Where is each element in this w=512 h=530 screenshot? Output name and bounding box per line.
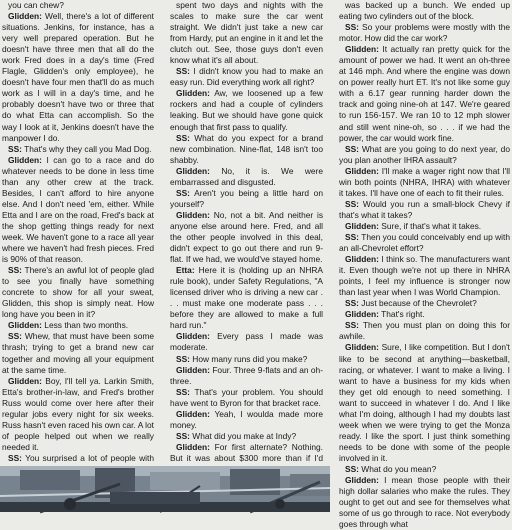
paragraph-text: I'll make a wager right now that I'll win both points (NHRA, IHRA) with whatever it takes. I'll have one of each to fit their rules.	[339, 165, 511, 198]
paragraph	[170, 331, 323, 353]
paragraph	[339, 199, 510, 221]
paragraph	[170, 210, 323, 265]
speaker-label: SS:	[345, 298, 359, 309]
paragraph-text: you can chew?	[8, 0, 64, 10]
paragraph	[170, 133, 323, 166]
paragraph	[170, 0, 323, 66]
paragraph	[339, 221, 510, 232]
paragraph-text: spent two days and nights with the scales to make sure the car went straight. We didn't just take a new car from Hardy, put an engine in it and let the clutch out. See, those guys don't even know what it's all about.	[170, 0, 324, 66]
paragraph-text: Four. Three 9-flats and an oh-three.	[170, 364, 323, 386]
paragraph-text: Then you must plan on doing this for awhile.	[339, 320, 510, 342]
speaker-label: Glidden:	[345, 44, 379, 55]
speaker-label: Glidden:	[345, 165, 379, 176]
speaker-label: Glidden:	[8, 11, 42, 22]
paragraph-text: Then you could conceivably end up with an all-Chevrolet effort?	[339, 231, 510, 254]
speaker-label: Glidden:	[345, 475, 379, 486]
speaker-label: Etta:	[176, 265, 195, 276]
paragraph	[170, 387, 323, 409]
paragraph	[339, 342, 510, 464]
speaker-label: Glidden:	[8, 375, 42, 386]
text-column-1	[2, 0, 154, 466]
paragraph	[339, 309, 510, 320]
text-column-2	[170, 0, 323, 466]
paragraph-text: It actually ran pretty quick for the amount of power we had. It went an oh-three at 146 mph. And where the engine was down on power really hurt ET. It's not like some guy with a 6.17 gear running harder down the track and going nine-oh at 147. We're geared to run 156-157. We ran 10 to 12 mph slower and still went nine-oh, so . . . if we had the power, the car would work fine.	[339, 44, 511, 143]
paragraph-text: What do you expect for a brand new combination. Nine-flat, 148 isn't too shabby.	[170, 132, 324, 165]
paragraph-text: I can go to a race and do whatever needs to be done in less time than any other crew at the track. Besides, I can't afford to hire anyone else. And I don't need 'em, either. While Etta and I are on the road, Fred's back at the shop getting things ready for next week. We haven't gone to a race all year where we haven't had fresh pieces. Fred is 90% of that reason.	[2, 154, 154, 265]
paragraph	[339, 298, 510, 309]
speaker-label: SS:	[8, 452, 22, 463]
paragraph-text: Aw, we loosened up a few rockers and had a couple of cylinders leaking. But we should have gone quick enough that first pass to qualify.	[170, 88, 323, 132]
paragraph-text: Would you run a small-block Chevy if that's what it takes?	[339, 198, 511, 220]
speaker-label: SS:	[8, 143, 22, 154]
paragraph	[2, 0, 154, 11]
speaker-label: SS:	[345, 198, 359, 209]
speaker-label: Glidden:	[176, 88, 210, 99]
speaker-label: SS:	[176, 132, 190, 143]
paragraph-text: Well, there's a lot of different situations. Jenkins, for instance, has a very well prepared operation. But he doesn't have three men that all do the work Fred does in a day's time (Fred Flagle, Glidden's only employee), he doesn't have four men that'll do as much work as I will in a day's time, and he probably doesn't have two or three that do what Etta can accomplish. So the way I look at it, Jenkins doesn't have the manpower I do.	[2, 11, 154, 143]
paragraph-text: That's right.	[381, 309, 425, 320]
speaker-label: Glidden:	[176, 165, 210, 176]
paragraph-text: Yeah, I woulda made more money.	[170, 408, 323, 430]
paragraph-text: Boy, I'll tell ya. Larkin Smith, Etta's brother-in-law, and Fred's brother Russ would come over here after their regular jobs every night for six weeks. Russ hasn't even raced his own car. A lot of people helped out when we really needed it.	[2, 375, 155, 452]
speaker-label: SS:	[345, 320, 359, 331]
speaker-label: SS:	[176, 386, 190, 397]
speaker-label: SS:	[8, 265, 22, 276]
paragraph-text: What did you make at Indy?	[192, 430, 297, 441]
speaker-label: SS:	[345, 231, 359, 242]
paragraph	[339, 464, 510, 475]
paragraph-text: How many runs did you make?	[192, 353, 308, 364]
paragraph	[2, 376, 154, 453]
speaker-label: Glidden:	[176, 364, 210, 375]
speaker-label: SS:	[176, 430, 190, 441]
paragraph	[170, 66, 323, 88]
speaker-label: Glidden:	[345, 342, 379, 353]
speaker-label: SS:	[8, 331, 22, 342]
paragraph	[170, 166, 323, 188]
paragraph-text: Aren't you being a little hard on yourself?	[170, 187, 324, 209]
paragraph-text: Every pass I made was moderate.	[170, 331, 324, 353]
paragraph-text: There's an awful lot of people glad to see you finally have something concrete to show for all your sweat, Glidden, this shop is simply neat. How long have you been in it?	[2, 265, 154, 320]
paragraph	[2, 144, 154, 155]
paragraph	[339, 144, 510, 166]
text-column-3	[339, 0, 511, 530]
paragraph-text: For first alternate? Nothing. But it was about $300 more than if I'd	[170, 441, 324, 463]
speaker-label: Glidden:	[176, 441, 210, 452]
paragraph-text: Whew, that must have been some thrash; trying to get a brand new car together and moving all your equipment at the same time.	[2, 331, 155, 375]
speaker-label: Glidden:	[176, 408, 210, 419]
speaker-label: Glidden:	[8, 154, 42, 165]
paragraph	[339, 320, 510, 342]
paragraph	[339, 0, 510, 22]
paragraph	[339, 22, 510, 44]
paragraph-text: was backed up a bunch. We ended up eating two cylinders out of the block.	[339, 0, 510, 22]
paragraph-text: What do you mean?	[361, 463, 437, 474]
paragraph-text: I mean those people with their high dollar salaries who make the rules. They ought to get out and see for themselves what some of us go through to race. Not everybody goes through what	[339, 475, 510, 530]
paragraph-text: I didn't know you had to make an easy run. Did everything work all right?	[170, 66, 324, 88]
paragraph	[2, 331, 154, 375]
paragraph	[170, 88, 323, 132]
speaker-label: Glidden:	[8, 320, 42, 331]
paragraph-text: I think so. The manufacturers want it. Even though we're not up there in NHRA points, I feel my influence is stronger now than last year when I was World Champion.	[339, 254, 510, 298]
paragraph-text: No, not a bit. And neither is anyone else around here. Fred, and all the other people involved in this deal, didn't expect to go out there and run 9-flat. If we had, we would've stayed home.	[170, 209, 324, 265]
paragraph	[170, 365, 323, 387]
paragraph-text: You surprised a lot of people with	[25, 452, 154, 463]
speaker-label: Glidden:	[176, 209, 210, 220]
paragraph	[339, 44, 510, 143]
speaker-label: SS:	[345, 22, 359, 33]
paragraph-text: So your problems were mostly with the motor. How did the car work?	[339, 22, 511, 44]
shop-photo	[0, 466, 330, 512]
paragraph	[339, 166, 510, 199]
paragraph	[170, 265, 323, 331]
speaker-label: Glidden:	[345, 220, 379, 231]
paragraph-text: Just because of the Chevrolet?	[361, 298, 477, 309]
paragraph-text: That's your problem. You should have went to Byron for that bracket race.	[170, 386, 323, 408]
paragraph	[170, 188, 323, 210]
speaker-label: Glidden:	[345, 254, 379, 265]
paragraph	[2, 11, 154, 144]
paragraph-text: Sure, I like competition. But I don't like to be second at anything—basketball, racing, or whatever. I want to make a living. I want to have a business for my kids when they get old enough to need something. I want to succeed in whatever I do. And I like what I'm doing, although I had my doubts last week when we were trying to get the Monza ready. I like the sport. I just think something needs to be done with some of the people involved in it.	[339, 342, 511, 463]
paragraph-text: What are you going to do next year, do you plan another IHRA assault?	[339, 143, 510, 165]
paragraph	[2, 265, 154, 320]
speaker-label: SS:	[176, 66, 190, 77]
speaker-label: SS:	[176, 187, 190, 198]
paragraph-text: No, it is. We were embarrassed and disgusted.	[170, 165, 323, 187]
paragraph	[339, 232, 510, 254]
paragraph	[170, 409, 323, 431]
paragraph	[170, 431, 323, 442]
paragraph-text: Here it is (holding up an NHRA rule book), under Safety Regulations, "A licensed driver who is driving a new car . . . must make one moderate pass . . . before they are allowed to make a full hard run."	[170, 265, 324, 331]
speaker-label: Glidden:	[345, 309, 379, 320]
paragraph-text: That's why they call you Mad Dog.	[24, 143, 152, 154]
paragraph	[2, 320, 154, 331]
speaker-label: Glidden:	[176, 331, 210, 342]
paragraph	[170, 354, 323, 365]
paragraph	[339, 254, 510, 298]
speaker-label: SS:	[176, 353, 190, 364]
shop-photo-image	[0, 466, 330, 512]
speaker-label: SS:	[345, 143, 359, 154]
paragraph-text: Sure, if that's what it takes.	[381, 220, 482, 231]
paragraph-text: Less than two months.	[44, 320, 129, 331]
paragraph	[2, 155, 154, 265]
speaker-label: SS:	[345, 463, 359, 474]
paragraph	[339, 475, 510, 530]
